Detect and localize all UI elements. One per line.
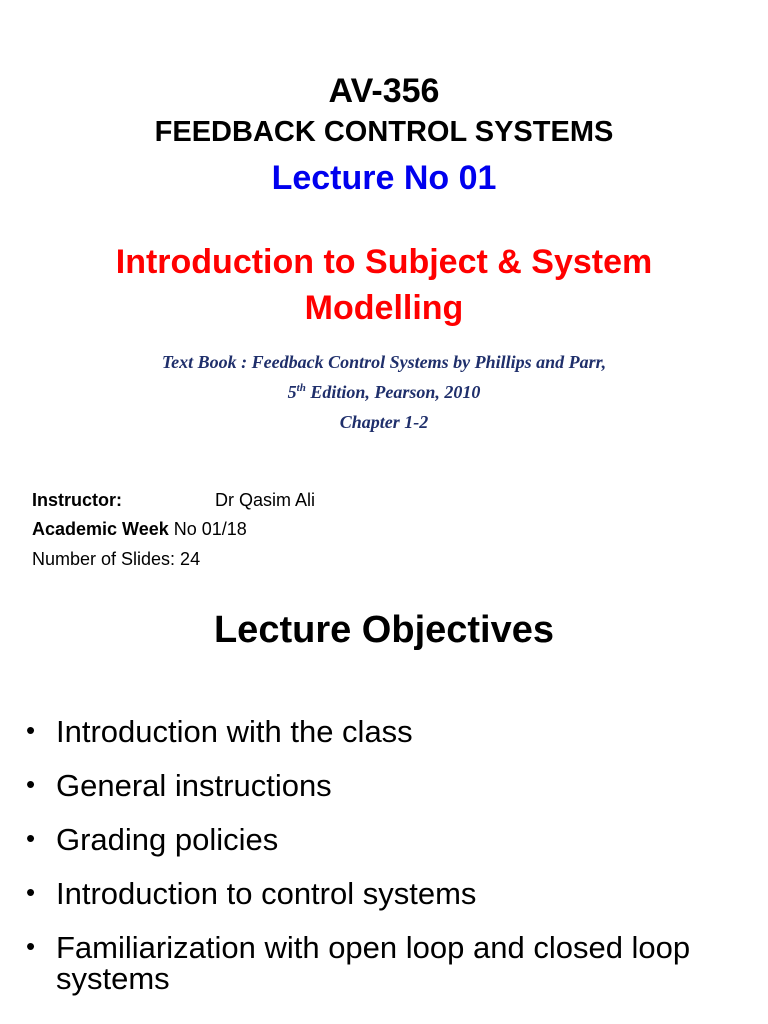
list-item <box>22 878 762 909</box>
objectives-heading: Lecture Objectives <box>213 609 555 651</box>
objective-text: Familiarization with open loop and closed loop systems <box>56 930 691 996</box>
objective-text: Introduction with the class <box>56 714 413 749</box>
objective-text: Introduction to control systems <box>56 876 477 911</box>
course-title: FEEDBACK CONTROL SYSTEMS <box>154 116 614 148</box>
academic-week-label: Academic Week <box>32 519 169 539</box>
objectives-list <box>22 716 762 1017</box>
list-item <box>22 770 762 801</box>
slide-count: Number of Slides: 24 <box>32 549 201 569</box>
lecture-number: Lecture No 01 <box>271 159 497 197</box>
objective-text: Grading policies <box>56 822 279 857</box>
list-item <box>22 932 762 994</box>
textbook-chapters: Chapter 1-2 <box>339 412 429 432</box>
bullet-icon: • <box>26 877 36 907</box>
edition-details: Edition, Pearson, 2010 <box>305 382 481 402</box>
academic-week-value: No 01/18 <box>168 519 247 539</box>
bullet-icon: • <box>26 823 36 853</box>
lecture-topic-line-2: Modelling <box>304 289 464 327</box>
academic-week-row <box>32 518 247 540</box>
textbook-reference: Text Book : Feedback Control Systems by Phillips and Parr, <box>161 352 607 372</box>
lecture-topic <box>0 239 768 331</box>
bullet-icon: • <box>26 715 36 745</box>
course-code: AV-356 <box>328 72 440 110</box>
objective-text: General instructions <box>56 768 332 803</box>
instructor-name: Dr Qasim Ali <box>215 490 316 510</box>
list-item <box>22 824 762 855</box>
edition-number: 5 <box>287 382 297 402</box>
instructor-label: Instructor: <box>32 490 122 510</box>
textbook-edition <box>0 381 768 403</box>
instructor-row <box>32 489 316 511</box>
lecture-topic-line-1: Introduction to Subject & System <box>115 243 653 281</box>
list-item <box>22 716 762 747</box>
bullet-icon: • <box>26 769 36 799</box>
edition-suffix: th <box>296 382 306 394</box>
bullet-icon: • <box>26 931 36 961</box>
